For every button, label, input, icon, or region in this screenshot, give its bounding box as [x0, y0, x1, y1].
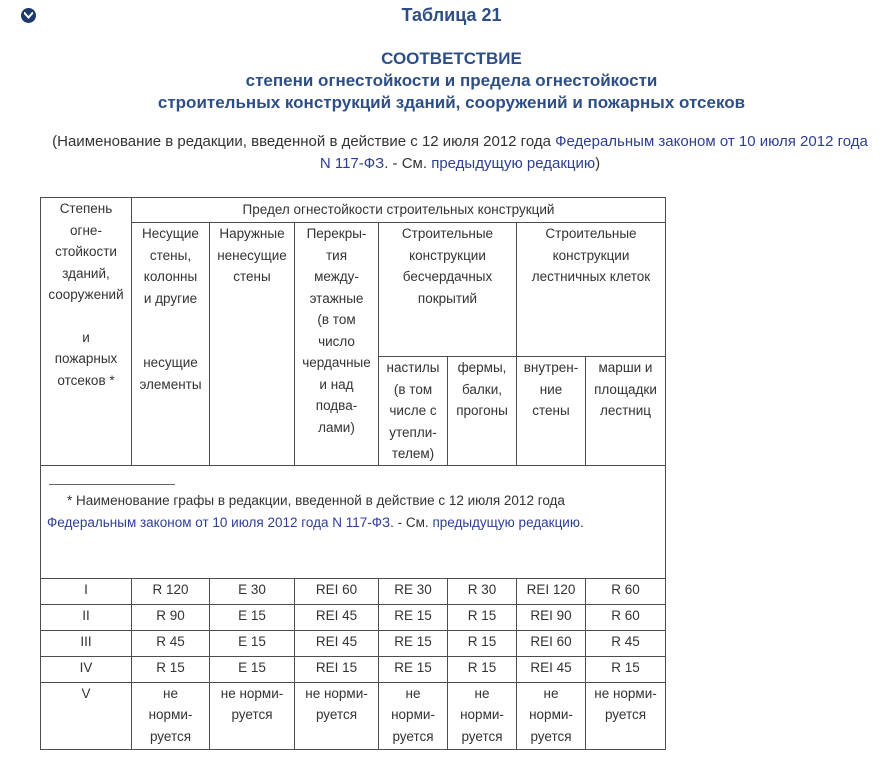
cell-line: пожарных: [54, 351, 118, 366]
cell-line: стены,: [149, 247, 192, 263]
cell-line: этажные: [309, 290, 364, 306]
table-row: V не норми- руется не норми- руется не норми- руется не норми- руется не норми- руется не норми- руется не норми- руется: [41, 682, 666, 749]
cell-line: Степень: [59, 201, 113, 216]
cell-line: балки,: [461, 381, 502, 397]
cell-line: огне-: [70, 222, 102, 238]
cell-line: стены: [532, 403, 570, 418]
cell-line: руется: [530, 728, 572, 744]
title-line-1: СООТВЕТСТВИЕ: [381, 49, 522, 68]
cell-line: подва-: [315, 398, 358, 413]
header-flights: [586, 357, 666, 466]
title-line-2: степени огнестойкости и предела огнестойкости: [245, 71, 658, 90]
cell-line: ние: [539, 381, 563, 397]
cell-line: Строительные: [545, 226, 637, 241]
cell-line: утепли-: [389, 424, 437, 440]
table-number: Таблица 21: [401, 5, 502, 25]
cell-line: лестничных клеток: [531, 269, 651, 284]
cell-line: числе с: [389, 403, 437, 418]
cell-line: и: [82, 329, 90, 345]
cell-line: покрытий: [417, 290, 478, 306]
cell-line: Строительные: [401, 226, 494, 241]
cell-line: марши и: [598, 360, 653, 375]
header-floors: [295, 223, 379, 466]
cell-line: руется: [315, 707, 358, 722]
table-row: I R 120 E 30 REI 60 RE 30 R 30 REI 120 R 60: [41, 578, 666, 604]
header-stairs: [517, 223, 666, 357]
footnote-text: * Наименование графы в редакции, введенной в действие с 12 июля 2012 года Федеральным законом от 10 июля 2012 года N 117-ФЗ. - См. предыдущую редакцию.: [47, 492, 584, 530]
federal-law-link[interactable]: Федеральным законом от 10 июля 2012 года N 117-ФЗ: [319, 133, 868, 172]
cell-line: конструкции: [552, 247, 630, 263]
fire-resistance-table: [40, 197, 666, 750]
cell-line: между-: [314, 269, 359, 284]
cell-line: колонны: [143, 269, 198, 284]
cell-line: сооружений: [48, 287, 124, 302]
cell-line: не норми-: [305, 685, 368, 701]
cell-line: руется: [604, 707, 647, 722]
table-row: IV R 15 E 15 REI 15 RE 15 R 15 REI 45 R 15: [41, 656, 666, 682]
cell-line: стены: [233, 269, 271, 284]
cell-line: руется: [231, 707, 273, 722]
footnote-law-link[interactable]: Федеральным законом от 10 июля 2012 года N 117-ФЗ: [47, 514, 391, 530]
cell-line: не: [543, 685, 559, 701]
cell-line: зданий,: [62, 265, 110, 281]
cell-line: фермы,: [457, 360, 507, 375]
header-decks: [379, 357, 448, 466]
header-inner-walls: [517, 357, 586, 466]
cell-line: отсеков *: [57, 372, 115, 388]
header-group: Предел огнестойкости строительных конструкций: [132, 198, 666, 223]
title-line-3: строительных конструкций зданий, сооружений и пожарных отсеков: [157, 93, 746, 112]
cell-line: норми-: [460, 707, 504, 722]
cell-line: (в том: [317, 312, 356, 327]
cell-line: руется: [392, 728, 434, 744]
cell-line: лами): [318, 419, 355, 435]
cell-line: Наружные: [219, 226, 285, 241]
cell-line: внутрен-: [523, 360, 579, 375]
cell-line: и над: [319, 376, 354, 392]
footnote-cell: [41, 465, 666, 578]
header-trusses: [448, 357, 517, 466]
cell-line: конструкции: [409, 247, 486, 263]
cell-line: прогоны: [456, 403, 508, 418]
previous-edition-link[interactable]: предыдущую редакцию: [431, 155, 596, 172]
header-bearing: [132, 223, 210, 466]
cell-line: настилы: [386, 360, 440, 375]
cell-line: не норми-: [220, 685, 284, 701]
cell-line: не: [405, 685, 421, 701]
cell-line: чердачные: [302, 355, 371, 370]
cell-line: Перекры-: [306, 226, 367, 241]
cell-line: число: [318, 333, 355, 349]
cell-line: не: [474, 685, 490, 701]
cell-line: (в том: [393, 381, 433, 397]
footnote-previous-edition-link[interactable]: предыдущую редакцию: [432, 514, 580, 530]
table-row: II R 90 E 15 REI 45 RE 15 R 15 REI 90 R 60: [41, 604, 666, 630]
cell-line: норми-: [529, 707, 573, 722]
cell-line: стойкости: [55, 244, 117, 259]
header-degree: [41, 198, 132, 466]
cell-line: элементы: [139, 376, 202, 392]
cell-line: руется: [461, 728, 503, 744]
cell-line: бесчердачных: [402, 269, 493, 284]
cell-line: Несущие: [142, 226, 199, 241]
cell-line: телем): [391, 446, 435, 461]
cell-line: площадки: [594, 381, 657, 397]
cell-line: тия: [325, 247, 348, 263]
cell-line: не норми-: [594, 685, 657, 701]
header-external-walls: [210, 223, 295, 466]
table-row: III R 45 E 15 REI 45 RE 15 R 15 REI 60 R 45: [41, 630, 666, 656]
cell-line: лестниц: [599, 403, 652, 418]
cell-line: не: [163, 685, 178, 701]
header-roof: [379, 223, 517, 357]
cell-line: руется: [149, 728, 192, 744]
cell-line: ненесущие: [217, 247, 287, 263]
cell-line: и другие: [143, 290, 198, 306]
edition-note: (Наименование в редакции, введенной в действие с 12 июля 2012 года Федеральным законом от 10 июля 2012 года N 117-ФЗ. - См. предыдущую редакцию): [52, 133, 868, 172]
cell-line: несущие: [143, 355, 198, 370]
cell-line: норми-: [391, 707, 435, 722]
cell-line: норми-: [148, 707, 193, 722]
